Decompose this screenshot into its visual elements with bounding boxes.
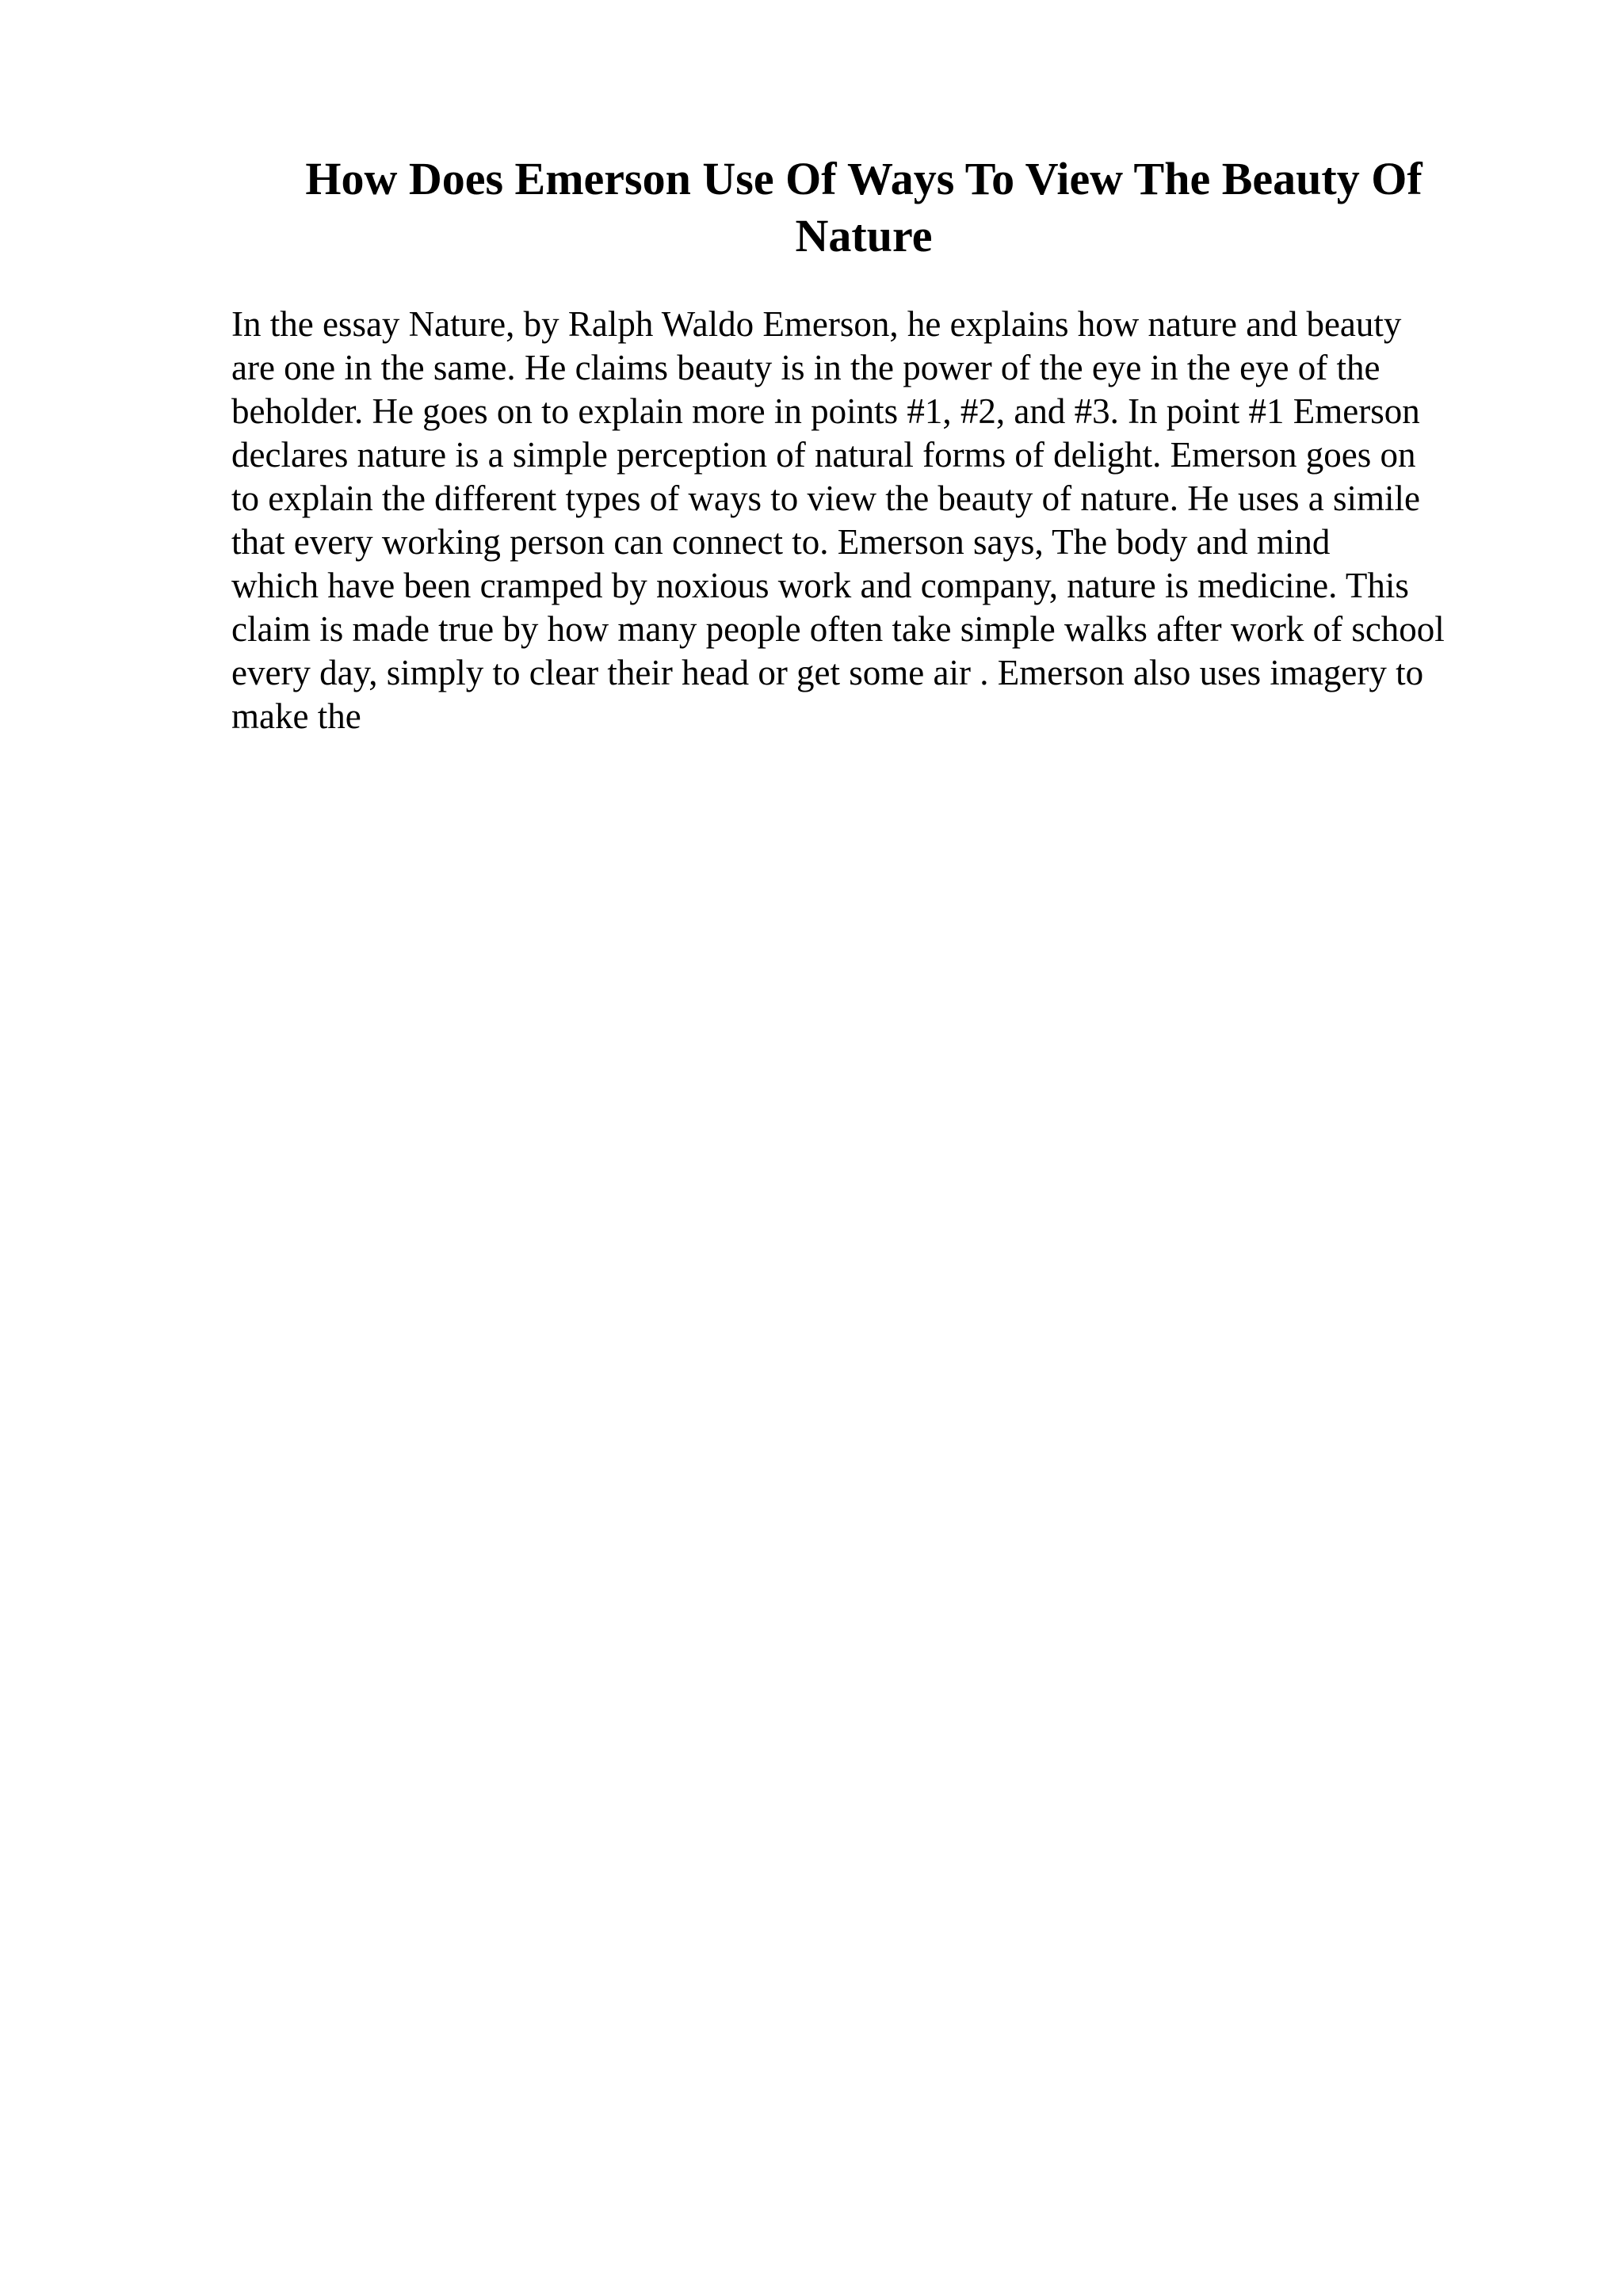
body-line: declares nature is a simple perception of natural forms of delight. Emerson goes on [231, 435, 1416, 475]
body-line: every day, simply to clear their head or get some air . Emerson also uses imagery to [231, 653, 1424, 692]
body-line: beholder. He goes on to explain more in points #1, #2, and #3. In point #1 Emerson [231, 391, 1420, 431]
body-line: In the essay Nature, by Ralph Waldo Emerson, he explains how nature and beauty [231, 304, 1402, 344]
body-line: claim is made true by how many people often take simple walks after work of school [231, 609, 1445, 649]
body-line: make the [231, 696, 361, 736]
body-line: that every working person can connect to. Emerson says, The body and mind [231, 522, 1331, 562]
page-title [230, 151, 1498, 265]
title-line: Nature [795, 210, 933, 261]
body-line: are one in the same. He claims beauty is in the power of the eye in the eye of the [231, 348, 1381, 387]
body-paragraph [231, 303, 1515, 738]
title-line: How Does Emerson Use Of Ways To View The Beauty Of [305, 153, 1423, 204]
body-line: to explain the different types of ways to view the beauty of nature. He uses a simile [231, 479, 1420, 518]
body-line: which have been cramped by noxious work and company, nature is medicine. This [231, 566, 1409, 605]
